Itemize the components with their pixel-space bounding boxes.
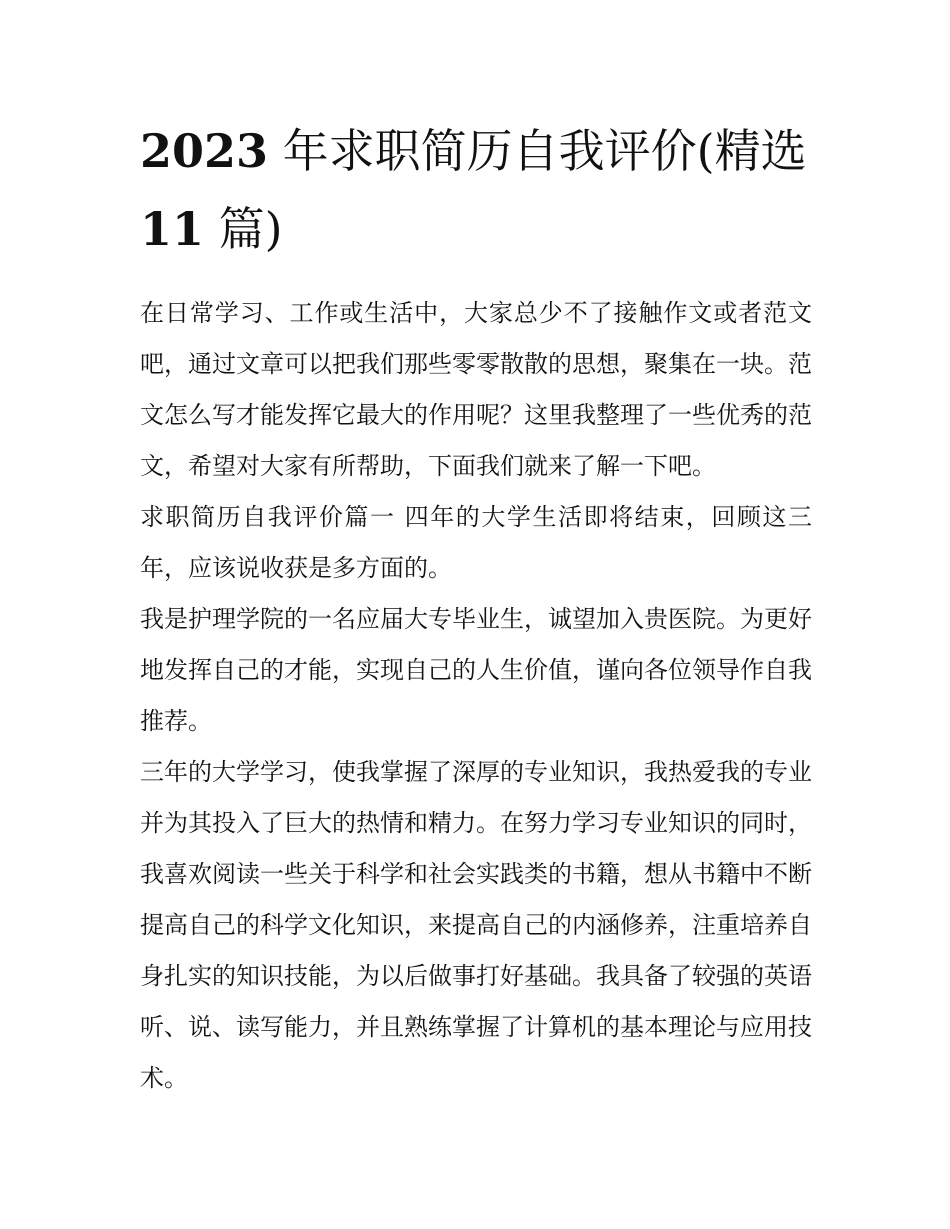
section-one-paragraph: 求职简历自我评价篇一 四年的大学生活即将结束，回顾这三年，应该说收获是多方面的。 [140,503,812,582]
document-page [140,112,812,1104]
document-body [140,288,812,1104]
self-intro-paragraph: 我是护理学院的一名应届大专毕业生，诚望加入贵医院。为更好地发挥自己的才能，实现自己的人生价值，谨向各位领导作自我推荐。 [140,605,812,735]
title-text-1: 年求职简历自我评价(精选 [268,124,807,178]
document-title [140,112,812,268]
title-text-2: 篇) [204,202,283,256]
study-paragraph: 三年的大学学习，使我掌握了深厚的专业知识，我热爱我的专业并为其投入了巨大的热情和精力。在努力学习专业知识的同时，我喜欢阅读一些关于科学和社会实践类的书籍，想从书籍中不断提高自己的科学文化知识，来提高自己的内涵修养，注重培养自身扎实的知识技能，为以后做事打好基础。我具备了较强的英语听、说、读写能力，并且熟练掌握了计算机的基本理论与应用技术。 [140,758,812,1092]
title-count: 11 [140,202,205,256]
title-year: 2023 [140,124,269,178]
intro-paragraph: 在日常学习、工作或生活中，大家总少不了接触作文或者范文吧，通过文章可以把我们那些零零散散的思想，聚集在一块。范文怎么写才能发挥它最大的作用呢？这里我整理了一些优秀的范文，希望对大家有所帮助，下面我们就来了解一下吧。 [140,299,812,480]
